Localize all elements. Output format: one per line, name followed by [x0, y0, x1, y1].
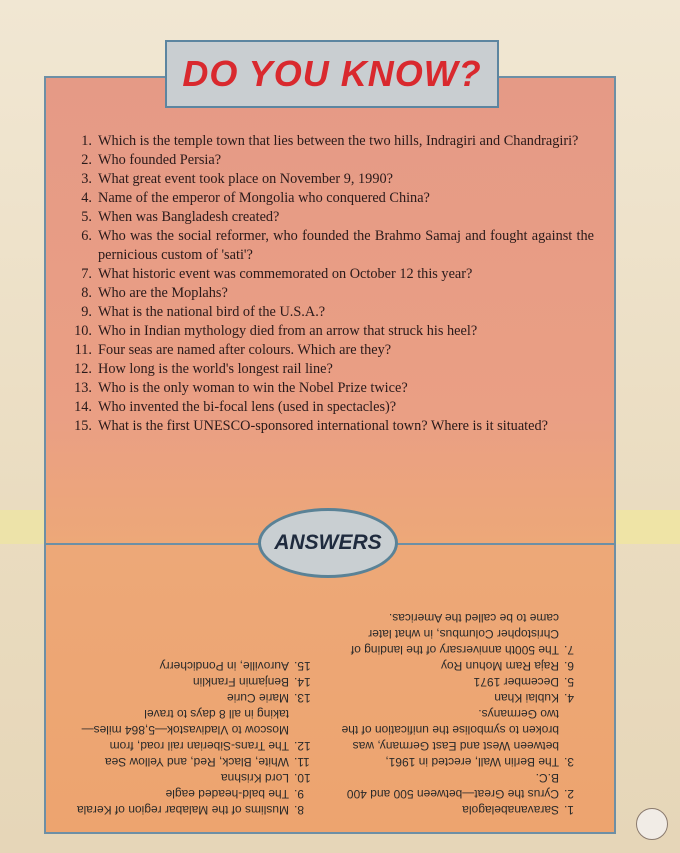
answer-item — [70, 802, 318, 818]
answer-number: 4. — [564, 691, 575, 705]
question-item — [64, 189, 594, 208]
answer-text: Kublai Khan — [494, 691, 559, 705]
answer-item — [340, 610, 588, 658]
answer-text: Lord Krishna — [220, 771, 289, 785]
answer-number: 7. — [564, 643, 575, 657]
question-text: Who invented the bi-focal lens (used in spectacles)? — [98, 399, 397, 415]
answers-upside-down — [60, 600, 600, 822]
question-number: 7. — [81, 266, 92, 282]
answers-heading: ANSWERS — [274, 531, 382, 554]
answer-number: 9. — [294, 787, 305, 801]
question-text: Who is the only woman to win the Nobel Prize twice? — [98, 380, 408, 396]
answer-item — [340, 706, 588, 770]
question-text: Four seas are named after colours. Which are they? — [98, 342, 392, 358]
answer-item — [70, 706, 318, 754]
question-number: 10. — [74, 323, 92, 339]
answer-number: 6. — [564, 659, 575, 673]
question-number: 1. — [81, 133, 92, 149]
question-item — [64, 151, 594, 170]
answer-number: 15. — [294, 659, 311, 673]
question-item — [64, 341, 594, 360]
question-item — [64, 417, 594, 436]
question-text: What is the first UNESCO-sponsored international town? Where is it situated? — [98, 418, 548, 434]
answer-number: 12. — [294, 739, 311, 753]
question-text: What great event took place on November 9, 1990? — [98, 171, 393, 187]
question-number: 5. — [81, 209, 92, 225]
question-text: Who was the social reformer, who founded the Brahmo Samaj and fought against the pernicious custom of 'sati'? — [98, 228, 594, 263]
answer-number: 10. — [294, 771, 311, 785]
answer-item — [70, 674, 318, 690]
question-number: 2. — [81, 152, 92, 168]
title-banner — [165, 40, 499, 108]
question-item — [64, 398, 594, 417]
question-text: Who founded Persia? — [98, 152, 222, 168]
question-item — [64, 322, 594, 341]
answer-number: 5. — [564, 675, 575, 689]
answer-text: Marie Curie — [226, 691, 289, 705]
answer-text: Saravanabelagola — [462, 803, 559, 817]
question-list — [64, 132, 594, 436]
question-text: Which is the temple town that lies between the two hills, Indragiri and Chandragiri? — [98, 133, 579, 149]
answer-number: 1. — [564, 803, 575, 817]
question-item — [64, 227, 594, 265]
question-item — [64, 170, 594, 189]
question-item — [64, 284, 594, 303]
question-text: When was Bangladesh created? — [98, 209, 280, 225]
answer-text: The Trans-Siberian rail road, from Moscow to Vladivastok—5,864 miles—taking in all 8 days to travel — [81, 707, 289, 753]
answer-item — [70, 770, 318, 786]
question-number: 11. — [74, 342, 92, 358]
question-text: How long is the world's longest rail line? — [98, 361, 333, 377]
answers-column-left — [330, 600, 600, 822]
answer-text: Raja Ram Mohun Roy — [440, 659, 559, 673]
answer-item — [340, 802, 588, 818]
answer-item — [340, 674, 588, 690]
answer-item — [340, 690, 588, 706]
answer-number: 3. — [564, 755, 575, 769]
question-number: 3. — [81, 171, 92, 187]
answer-text: White, Black, Red, and Yellow Sea — [104, 755, 289, 769]
answer-text: The bald-headed eagle — [165, 787, 289, 801]
question-text: What is the national bird of the U.S.A.? — [98, 304, 326, 320]
corner-stamp-icon — [636, 808, 668, 840]
answer-text: The 500th anniversary of the landing of Christopher Columbus, in what later came to be called the Americas. — [350, 611, 559, 657]
answer-text: The Berlin Wall, erected in 1961, between West and East Germany, was broken to symbolise the unification of the two Germanys. — [341, 707, 559, 769]
answer-text: December 1971 — [473, 675, 559, 689]
answer-text: Auroville, in Pondicherry — [159, 659, 289, 673]
question-item — [64, 132, 594, 151]
question-number: 15. — [74, 418, 92, 434]
answer-item — [70, 754, 318, 770]
question-item — [64, 303, 594, 322]
question-item — [64, 379, 594, 398]
page-title: DO YOU KNOW? — [182, 53, 482, 94]
answer-item — [70, 658, 318, 674]
answer-number: 2. — [564, 787, 575, 801]
question-text: Who in Indian mythology died from an arrow that struck his heel? — [98, 323, 478, 339]
question-text: Name of the emperor of Mongolia who conquered China? — [98, 190, 430, 206]
paper-strip-right — [616, 510, 680, 544]
question-number: 4. — [81, 190, 92, 206]
paper-strip-left — [0, 510, 44, 544]
answer-item — [70, 786, 318, 802]
question-item — [64, 265, 594, 284]
answer-item — [340, 658, 588, 674]
answer-text: Benjamin Franklin — [192, 675, 289, 689]
question-number: 13. — [74, 380, 92, 396]
answer-item — [340, 770, 588, 802]
question-number: 6. — [81, 228, 92, 244]
answers-column-right — [60, 600, 330, 822]
answer-number: 13. — [294, 691, 311, 705]
question-number: 12. — [74, 361, 92, 377]
answer-number: 8. — [294, 803, 305, 817]
question-text: Who are the Moplahs? — [98, 285, 228, 301]
question-number: 8. — [81, 285, 92, 301]
answer-text: Cyrus the Great—between 500 and 400 B.C. — [346, 771, 559, 801]
answers-badge — [258, 508, 398, 578]
answer-number: 11. — [294, 755, 310, 769]
answer-item — [70, 690, 318, 706]
question-item — [64, 208, 594, 227]
answer-text: Muslims of the Malabar region of Kerala — [76, 803, 289, 817]
question-number: 14. — [74, 399, 92, 415]
question-text: What historic event was commemorated on October 12 this year? — [98, 266, 473, 282]
question-item — [64, 360, 594, 379]
question-number: 9. — [81, 304, 92, 320]
answer-number: 14. — [294, 675, 311, 689]
